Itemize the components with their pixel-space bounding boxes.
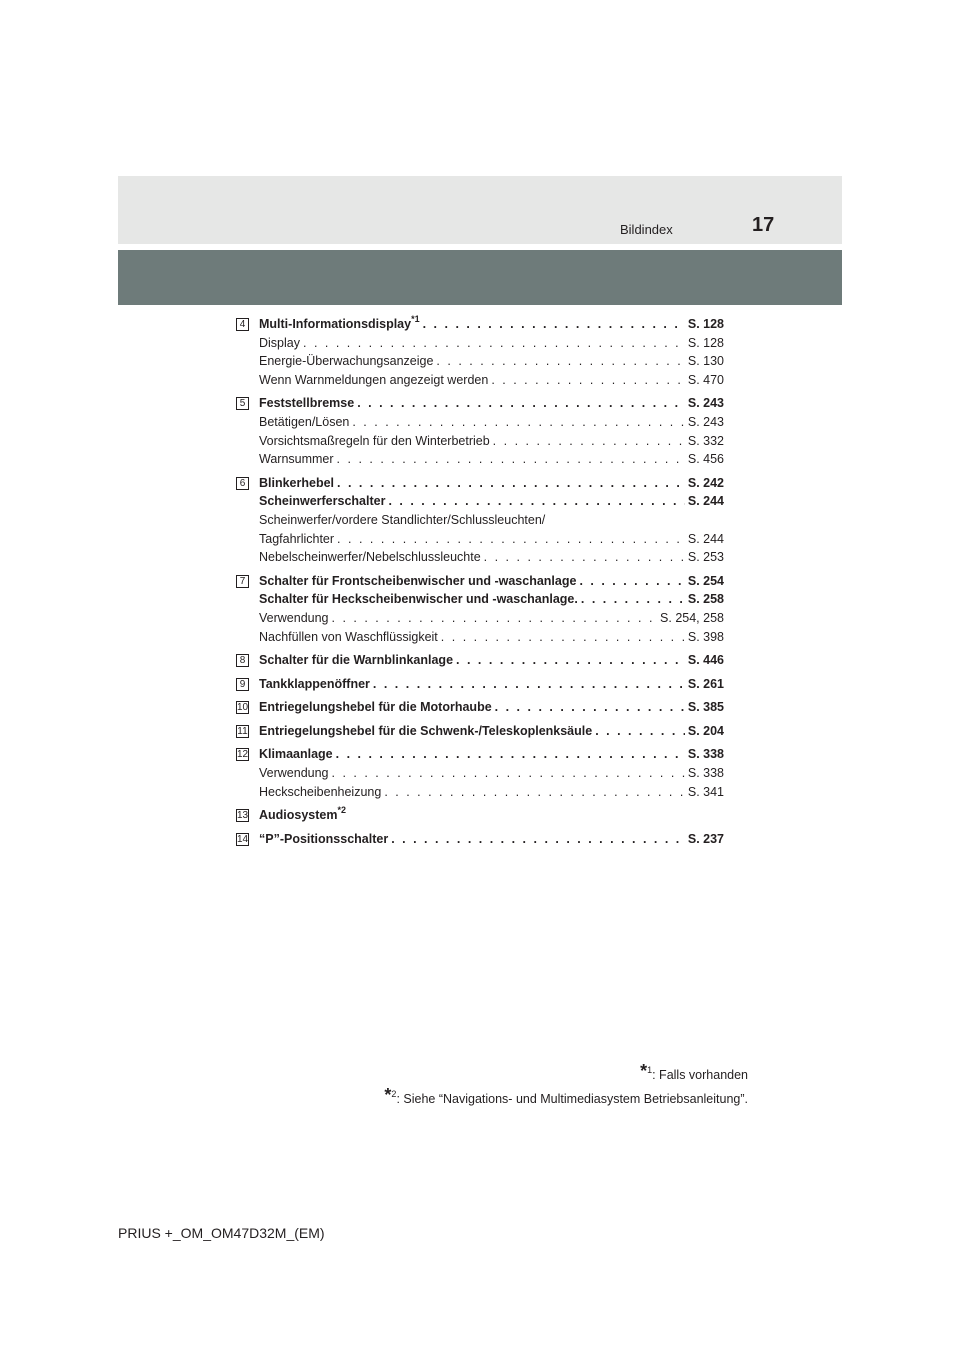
page-number: 17: [752, 214, 775, 236]
index-entry[interactable]: [259, 415, 724, 434]
entry-label-text: Audiosystem: [259, 808, 338, 823]
index-entry[interactable]: [259, 653, 724, 672]
index-entry[interactable]: [259, 785, 724, 804]
dot-leader: [332, 766, 685, 780]
dot-leader: [337, 476, 685, 490]
page-reference[interactable]: S. 204: [687, 723, 724, 738]
entry-label: [259, 434, 490, 448]
entry-label: [259, 611, 329, 625]
dot-leader: [337, 532, 685, 546]
index-entry[interactable]: [259, 476, 724, 495]
dot-leader: [357, 396, 685, 410]
entry-label-text: Schalter für Frontscheibenwischer und -waschanlage: [259, 573, 577, 588]
dot-leader: [303, 336, 685, 350]
entry-label: [259, 476, 334, 490]
page-reference[interactable]: S. 244: [687, 494, 724, 509]
page-reference[interactable]: S. 253: [687, 550, 724, 565]
entry-label-text: Entriegelungshebel für die Motorhaube: [259, 700, 492, 715]
index-entry[interactable]: [259, 724, 724, 743]
index-group: [236, 724, 724, 743]
entry-label: [259, 747, 333, 761]
index-entry[interactable]: [259, 700, 724, 719]
footnote-star: *: [384, 1085, 392, 1105]
entry-label-text: Warnsummer: [259, 452, 334, 467]
entry-label-text: Feststellbremse: [259, 396, 355, 411]
dot-leader: [491, 373, 685, 387]
dot-leader: [495, 700, 685, 714]
dot-leader: [352, 415, 685, 429]
entry-label: [259, 415, 349, 429]
index-entry[interactable]: [259, 314, 724, 336]
dot-leader: [441, 630, 685, 644]
entry-label-text: “P”-Positionsschalter: [259, 831, 389, 846]
page-reference[interactable]: S. 128: [687, 335, 724, 350]
page-reference[interactable]: S. 237: [687, 831, 724, 846]
dot-leader: [595, 724, 685, 738]
page-reference[interactable]: S. 332: [687, 433, 724, 448]
dot-leader: [384, 785, 685, 799]
item-number-badge: 9: [236, 678, 249, 691]
index-group: [236, 805, 724, 827]
entry-label: [259, 574, 576, 588]
footnote: [384, 1082, 748, 1106]
entry-label: [259, 373, 488, 387]
index-entry[interactable]: [259, 574, 724, 593]
page-reference[interactable]: S. 128: [687, 317, 724, 331]
entry-label-text: Schalter für Heckscheibenwischer und -waschanlage.: [259, 592, 578, 607]
dot-leader: [423, 317, 685, 331]
index-group: [236, 476, 724, 569]
entry-label-text: Verwendung: [259, 766, 329, 781]
page-reference[interactable]: S. 130: [687, 354, 724, 369]
footnote-number: 2: [391, 1089, 397, 1099]
section-title: Bildindex: [620, 222, 673, 237]
page-reference[interactable]: S. 254: [687, 573, 724, 588]
entry-label-text: Klimaanlage: [259, 747, 333, 762]
dot-leader: [332, 611, 658, 625]
header-band: [118, 176, 842, 244]
entry-label: [259, 785, 381, 799]
dot-leader: [336, 747, 685, 761]
entry-label-text: Multi-Informationsdisplay: [259, 317, 412, 331]
index-entry[interactable]: [259, 494, 724, 513]
page-reference[interactable]: S. 338: [687, 747, 724, 762]
entry-label: [259, 314, 420, 331]
page-reference[interactable]: S. 254, 258: [660, 610, 724, 625]
page-reference[interactable]: S. 446: [687, 653, 724, 668]
entry-label: [259, 336, 300, 350]
page-reference[interactable]: S. 456: [687, 452, 724, 467]
footnote-ref: *2: [337, 805, 347, 816]
dot-leader: [581, 592, 685, 606]
index-entry[interactable]: [259, 630, 724, 649]
item-number-badge: 5: [236, 397, 249, 410]
entry-label: [259, 832, 388, 846]
index-entry[interactable]: [259, 452, 724, 471]
item-number-badge: 14: [237, 833, 249, 845]
dot-leader: [484, 550, 685, 564]
dot-leader: [337, 452, 685, 466]
page-reference[interactable]: S. 243: [687, 414, 724, 429]
page-reference[interactable]: S. 243: [687, 396, 724, 411]
dot-leader: [456, 653, 685, 667]
entry-label-text: Nachfüllen von Waschflüssigkeit: [259, 629, 438, 644]
entry-label-text: Entriegelungshebel für die Schwenk-/Teleskoplenksäule: [259, 723, 593, 738]
dot-leader: [436, 354, 684, 368]
header-dark-band: [118, 250, 842, 305]
entry-label-text: Display: [259, 335, 300, 350]
entry-label-text: Nebelscheinwerfer/Nebelschlussleuchte: [259, 550, 481, 565]
page-reference[interactable]: S. 258: [687, 592, 724, 607]
entry-label: [259, 630, 438, 644]
entry-label: [259, 592, 578, 606]
entry-label: [259, 354, 433, 368]
picture-index-list: [236, 314, 724, 855]
footnote-text: : Siehe “Navigations- und Multimediasystem Betriebsanleitung”.: [396, 1092, 748, 1106]
index-group: [236, 677, 724, 696]
entry-label-text: Schalter für die Warnblinkanlage: [259, 653, 454, 668]
index-entry[interactable]: [259, 550, 724, 569]
footnote: [384, 1058, 748, 1082]
index-group: [236, 574, 724, 648]
item-number-badge: 6: [236, 477, 249, 490]
index-group: [236, 747, 724, 803]
entry-label-text: Scheinwerferschalter: [259, 494, 386, 509]
index-entry[interactable]: [259, 832, 724, 851]
index-group: [236, 653, 724, 672]
entry-label: [259, 653, 453, 667]
index-entry[interactable]: [259, 373, 724, 392]
item-number-badge: 4: [236, 318, 249, 331]
item-number-badge: 11: [237, 725, 248, 737]
entry-label: [259, 766, 329, 780]
index-entry[interactable]: [259, 766, 724, 785]
document-code: PRIUS +_OM_OM47D32M_(EM): [118, 1225, 325, 1241]
footnotes: [384, 1058, 748, 1106]
entry-label-text: Betätigen/Lösen: [259, 414, 350, 429]
dot-leader: [373, 677, 685, 691]
entry-label: [259, 700, 492, 714]
index-entry[interactable]: [259, 611, 724, 630]
entry-label: [259, 452, 334, 466]
index-entry[interactable]: [259, 354, 724, 373]
entry-label: [259, 724, 592, 738]
footnote-number: 1: [647, 1065, 653, 1075]
entry-label-text: Tankklappenöffner: [259, 676, 370, 691]
entry-label: [259, 494, 385, 508]
footnote-ref: *1: [411, 314, 420, 324]
dot-leader: [388, 494, 684, 508]
index-entry[interactable]: [259, 336, 724, 355]
item-number-badge: 13: [237, 810, 249, 822]
item-number-badge: 8: [236, 654, 249, 667]
page-reference[interactable]: S. 398: [687, 629, 724, 644]
index-group: [236, 832, 724, 851]
index-entry[interactable]: [259, 677, 724, 696]
entry-label-text: Energie-Überwachungsanzeige: [259, 354, 434, 369]
entry-label: [259, 677, 370, 691]
index-entry[interactable]: [259, 805, 724, 827]
footnote-star: *: [640, 1061, 648, 1081]
index-entry[interactable]: [259, 592, 724, 611]
index-entry[interactable]: [259, 532, 724, 551]
index-group: [236, 396, 724, 470]
page-reference[interactable]: S. 385: [687, 700, 724, 715]
footnote-text: : Falls vorhanden: [652, 1068, 748, 1082]
entry-label-text: Verwendung: [259, 610, 329, 625]
entry-label-text: Blinkerhebel: [259, 475, 335, 490]
page-reference[interactable]: S. 470: [687, 372, 724, 387]
page-reference[interactable]: S. 244: [687, 531, 724, 546]
page-reference[interactable]: S. 261: [687, 676, 724, 691]
index-entry[interactable]: [259, 396, 724, 415]
index-group: [236, 700, 724, 719]
entry-label-text: Heckscheibenheizung: [259, 784, 382, 799]
dot-leader: [391, 832, 685, 846]
page-reference[interactable]: S. 341: [687, 784, 724, 799]
entry-label-text: Wenn Warnmeldungen angezeigt werden: [259, 372, 489, 387]
entry-label-line: Scheinwerfer/vordere Standlichter/Schlussleuchten/: [259, 512, 546, 527]
index-entry[interactable]: [259, 747, 724, 766]
entry-label: [259, 805, 347, 823]
entry-label: [259, 396, 354, 410]
page-reference[interactable]: S. 242: [687, 475, 724, 490]
page-reference[interactable]: S. 338: [687, 766, 724, 781]
entry-label-text: Vorsichtsmaßregeln für den Winterbetrieb: [259, 433, 490, 448]
item-number-badge: 10: [237, 702, 249, 714]
index-entry[interactable]: [259, 434, 724, 453]
entry-label: [259, 532, 334, 546]
dot-leader: [493, 434, 685, 448]
entry-label-text: Tagfahrlichter: [259, 531, 335, 546]
dot-leader: [579, 574, 684, 588]
entry-label: [259, 550, 481, 564]
index-group: [236, 314, 724, 391]
item-number-badge: 12: [237, 749, 249, 761]
item-number-badge: 7: [236, 575, 249, 588]
